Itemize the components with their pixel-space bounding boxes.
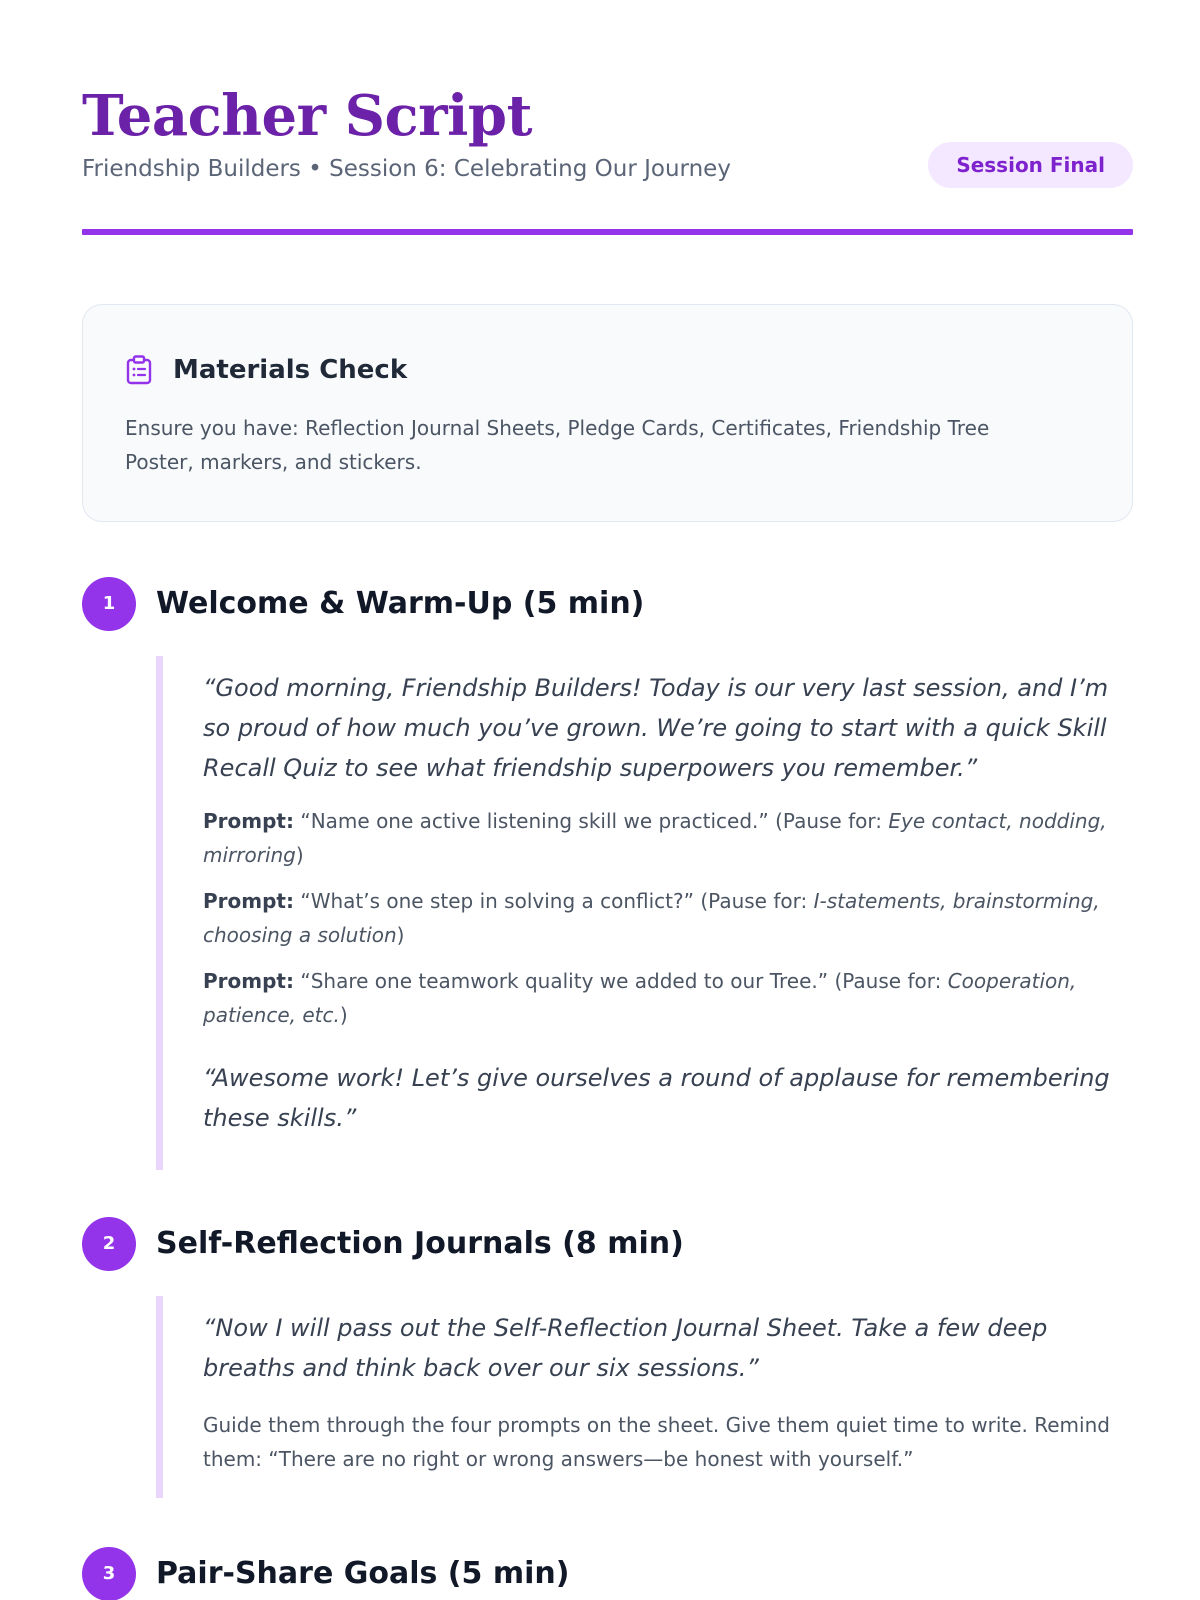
script-block [156, 1296, 1133, 1498]
section-header [82, 1216, 1133, 1272]
prompt-label: Prompt: [203, 889, 294, 913]
prompt-close: ) [339, 1003, 348, 1027]
section-header [82, 576, 1133, 632]
materials-check-title: Materials Check [173, 355, 408, 385]
script-quote: “Good morning, Friendship Builders! Today is our very last session, and I’m so proud of how much you’ve grown. We’re going to start with a quick Skill Recall Quiz to see what friendship superpowers you remember.” [203, 674, 1109, 782]
session-badge: Session Final [928, 142, 1133, 188]
section-number-badge: 1 [82, 577, 136, 631]
quiz-prompt [203, 804, 1133, 872]
materials-check-header [125, 353, 407, 387]
page-header [82, 0, 1133, 236]
header-divider [82, 229, 1133, 235]
teacher-note: Guide them through the four prompts on the sheet. Give them quiet time to write. Remind them: “There are no right or wrong answers—be honest with yourself.” [203, 1413, 1110, 1471]
section-title: Self-Reflection Journals (8 min) [156, 1226, 684, 1261]
section-header [82, 1546, 1133, 1600]
section-title: Pair-Share Goals (5 min) [156, 1556, 570, 1591]
section-pair-share-goals [82, 1546, 1133, 1600]
teacher-script-page [82, 0, 1133, 1591]
section-self-reflection-journals [82, 1216, 1133, 1498]
prompt-answer: Eye contact, nodding, mirroring [203, 809, 1107, 867]
materials-check-text: Ensure you have: Reflection Journal Sheets, Pledge Cards, Certificates, Friendship Tree Poster, markers, and stickers. [125, 416, 990, 474]
script-quote: “Awesome work! Let’s give ourselves a round of applause for remembering these skills.” [203, 1064, 1110, 1132]
prompt-answer: Cooperation, patience, etc. [203, 969, 1077, 1027]
page-title: Teacher Script [82, 83, 532, 149]
script-quote: “Now I will pass out the Self-Reflection Journal Sheet. Take a few deep breaths and think back over our six sessions.” [203, 1314, 1048, 1382]
section-welcome-warm-up [82, 576, 1133, 1170]
materials-check-card [82, 304, 1133, 522]
prompt-close: ) [295, 843, 304, 867]
prompt-text: “Name one active listening skill we practiced.” (Pause for: [293, 809, 889, 833]
section-number-badge: 3 [82, 1547, 136, 1600]
quiz-prompt [203, 964, 1133, 1032]
prompt-text: “Share one teamwork quality we added to our Tree.” (Pause for: [293, 969, 948, 993]
prompt-close: ) [396, 923, 405, 947]
prompt-label: Prompt: [203, 809, 294, 833]
prompt-answer: I-statements, brainstorming, choosing a solution [203, 889, 1100, 947]
page-subtitle: Friendship Builders • Session 6: Celebrating Our Journey [82, 156, 731, 182]
clipboard-list-icon [125, 355, 153, 385]
prompt-label: Prompt: [203, 969, 294, 993]
section-title: Welcome & Warm-Up (5 min) [156, 586, 645, 621]
script-block [156, 656, 1133, 1170]
quiz-prompt [203, 884, 1133, 952]
prompt-text: “What’s one step in solving a conflict?” (Pause for: [293, 889, 814, 913]
section-number-badge: 2 [82, 1217, 136, 1271]
